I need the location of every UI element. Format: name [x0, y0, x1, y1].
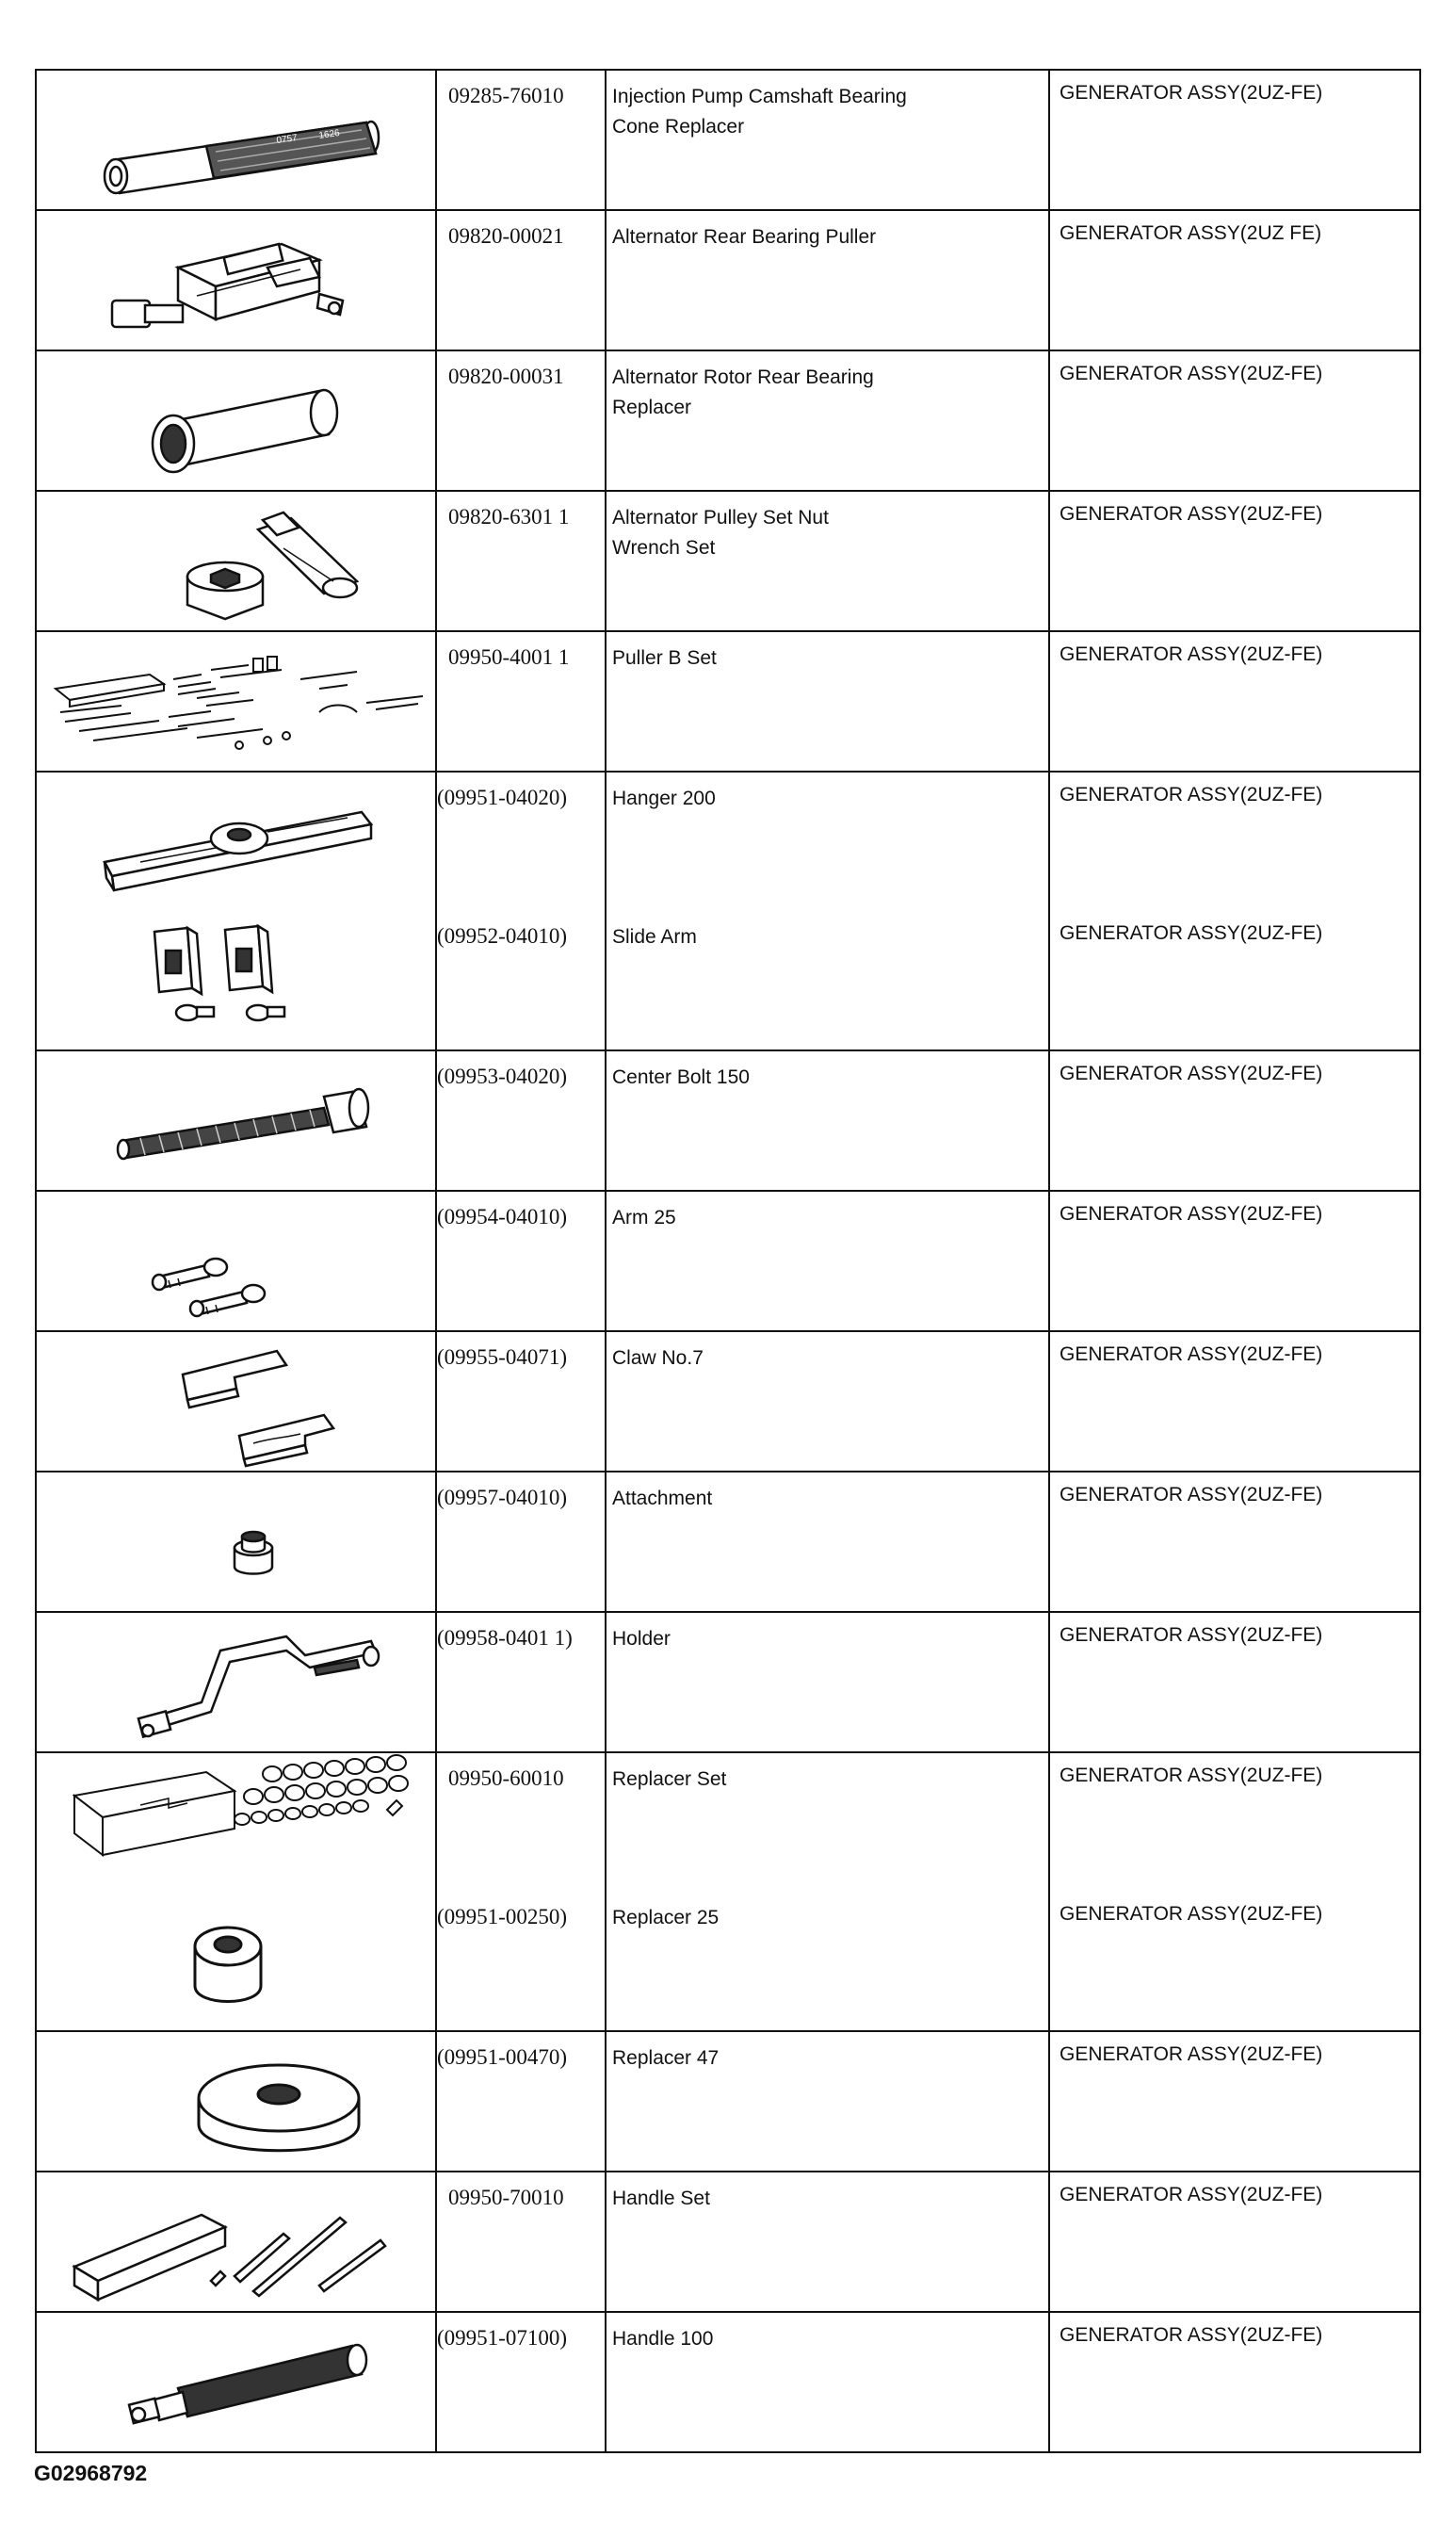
applies-to: GENERATOR ASSY(2UZ-FE)	[1060, 1484, 1323, 1505]
tool-name: Attachment	[612, 1488, 713, 1509]
tool-illustration-cell	[36, 2312, 436, 2452]
part-number: (09951-00250)	[437, 1905, 567, 1928]
replacer-47-icon	[37, 2032, 437, 2171]
applies-to: GENERATOR ASSY(2UZ FE)	[1060, 222, 1322, 244]
tool-illustration-cell	[36, 210, 436, 350]
tool-illustration-cell	[36, 772, 436, 1050]
tool-name: Slide Arm	[612, 926, 697, 948]
svg-text:1626: 1626	[317, 127, 341, 141]
tool-illustration-cell	[36, 1191, 436, 1331]
tool-row	[36, 631, 1420, 772]
figure-code: G02968792	[34, 2461, 148, 2485]
svg-text:0757: 0757	[275, 132, 299, 146]
replacer-25-icon	[37, 1892, 437, 2030]
tool-illustration-cell	[36, 1752, 436, 2031]
tool-name: Center Bolt 150	[612, 1066, 750, 1088]
applies-to: GENERATOR ASSY(2UZ-FE)	[1060, 1343, 1323, 1365]
tool-name: Replacer 47	[612, 2047, 720, 2069]
tool-row	[36, 491, 1420, 631]
claw-icon	[37, 1332, 437, 1471]
tool-illustration-cell	[36, 1612, 436, 1752]
tool-name: Arm 25	[612, 1207, 676, 1228]
part-number: (09951-07100)	[437, 2326, 567, 2350]
attachment-icon	[37, 1472, 437, 1611]
special-service-tools-table	[35, 69, 1421, 2453]
center-bolt-icon	[37, 1051, 437, 1190]
tool-illustration-cell	[36, 2172, 436, 2312]
part-number: 09950-60010	[448, 1766, 564, 1790]
bearing-cone-replacer-icon	[37, 71, 437, 209]
tool-illustration-cell	[36, 631, 436, 772]
handle-set-icon	[37, 2172, 437, 2311]
replacer-set-icon	[37, 1753, 437, 1892]
tool-name: Replacer Set	[612, 1768, 727, 1790]
tool-row	[36, 1752, 1420, 2031]
applies-to: GENERATOR ASSY(2UZ-FE)	[1060, 2043, 1323, 2065]
applies-to: GENERATOR ASSY(2UZ-FE)	[1060, 363, 1323, 384]
pulley-nut-wrench-icon	[37, 492, 437, 630]
part-number: 09285-76010	[448, 84, 564, 107]
puller-b-set-icon	[37, 632, 437, 771]
tool-row	[36, 70, 1420, 210]
tool-name: Handle Set	[612, 2188, 710, 2209]
tool-row	[36, 1191, 1420, 1331]
applies-to: GENERATOR ASSY(2UZ-FE)	[1060, 922, 1323, 944]
applies-to: GENERATOR ASSY(2UZ-FE)	[1060, 643, 1323, 665]
tool-name: Handle 100	[612, 2328, 714, 2350]
holder-icon	[37, 1613, 437, 1751]
tool-illustration-cell	[36, 1050, 436, 1191]
tool-illustration-cell	[36, 1472, 436, 1612]
tool-name: Injection Pump Camshaft Bearing Cone Replacer	[612, 86, 907, 138]
tool-row	[36, 1612, 1420, 1752]
tool-illustration-cell	[36, 2031, 436, 2172]
applies-to: GENERATOR ASSY(2UZ-FE)	[1060, 1203, 1323, 1225]
part-number: (09955-04071)	[437, 1345, 567, 1369]
applies-to: GENERATOR ASSY(2UZ-FE)	[1060, 82, 1323, 104]
part-number: (09951-04020)	[437, 786, 567, 809]
arm-icon	[37, 1192, 437, 1330]
tool-row	[36, 1472, 1420, 1612]
applies-to: GENERATOR ASSY(2UZ-FE)	[1060, 503, 1323, 525]
part-number: (09951-00470)	[437, 2045, 567, 2069]
applies-to: GENERATOR ASSY(2UZ-FE)	[1060, 1624, 1323, 1646]
tool-row	[36, 1331, 1420, 1472]
tool-row	[36, 772, 1420, 1050]
part-number: (09953-04020)	[437, 1065, 567, 1088]
tool-name: Claw No.7	[612, 1347, 704, 1369]
tool-row	[36, 350, 1420, 491]
tool-illustration-cell	[36, 350, 436, 491]
tool-name: Hanger 200	[612, 788, 716, 809]
part-number: (09958-0401 1)	[437, 1626, 573, 1650]
part-number: (09957-04010)	[437, 1486, 567, 1509]
applies-to: GENERATOR ASSY(2UZ-FE)	[1060, 2184, 1323, 2205]
part-number: 09820-00021	[448, 224, 564, 248]
part-number: 09820-00031	[448, 365, 564, 388]
part-number: (09954-04010)	[437, 1205, 567, 1228]
applies-to: GENERATOR ASSY(2UZ-FE)	[1060, 1063, 1323, 1084]
tool-name: Alternator Rotor Rear Bearing Replacer	[612, 366, 874, 418]
part-number: 09950-4001 1	[448, 645, 570, 669]
tool-illustration-cell	[36, 70, 436, 210]
tool-row	[36, 2312, 1420, 2452]
applies-to: GENERATOR ASSY(2UZ-FE)	[1060, 784, 1323, 805]
tool-name: Alternator Pulley Set Nut Wrench Set	[612, 507, 829, 559]
tool-illustration-cell	[36, 491, 436, 631]
tool-name: Puller B Set	[612, 647, 717, 669]
hanger-icon	[37, 773, 437, 911]
tool-row	[36, 1050, 1420, 1191]
tool-name: Alternator Rear Bearing Puller	[612, 226, 877, 248]
tool-illustration-cell	[36, 1331, 436, 1472]
applies-to: GENERATOR ASSY(2UZ-FE)	[1060, 1765, 1323, 1786]
part-number: 09950-70010	[448, 2186, 564, 2209]
applies-to: GENERATOR ASSY(2UZ-FE)	[1060, 1903, 1323, 1925]
tool-row	[36, 2031, 1420, 2172]
part-number: 09820-6301 1	[448, 505, 570, 529]
slide-arm-icon	[37, 911, 437, 1049]
tool-name: Holder	[612, 1628, 671, 1650]
bearing-puller-icon	[37, 211, 437, 350]
part-number: (09952-04010)	[437, 924, 567, 948]
tool-name: Replacer 25	[612, 1907, 720, 1928]
rotor-bearing-replacer-icon	[37, 351, 437, 490]
tool-row	[36, 210, 1420, 350]
tool-row	[36, 2172, 1420, 2312]
handle-icon	[37, 2313, 437, 2451]
applies-to: GENERATOR ASSY(2UZ-FE)	[1060, 2324, 1323, 2346]
